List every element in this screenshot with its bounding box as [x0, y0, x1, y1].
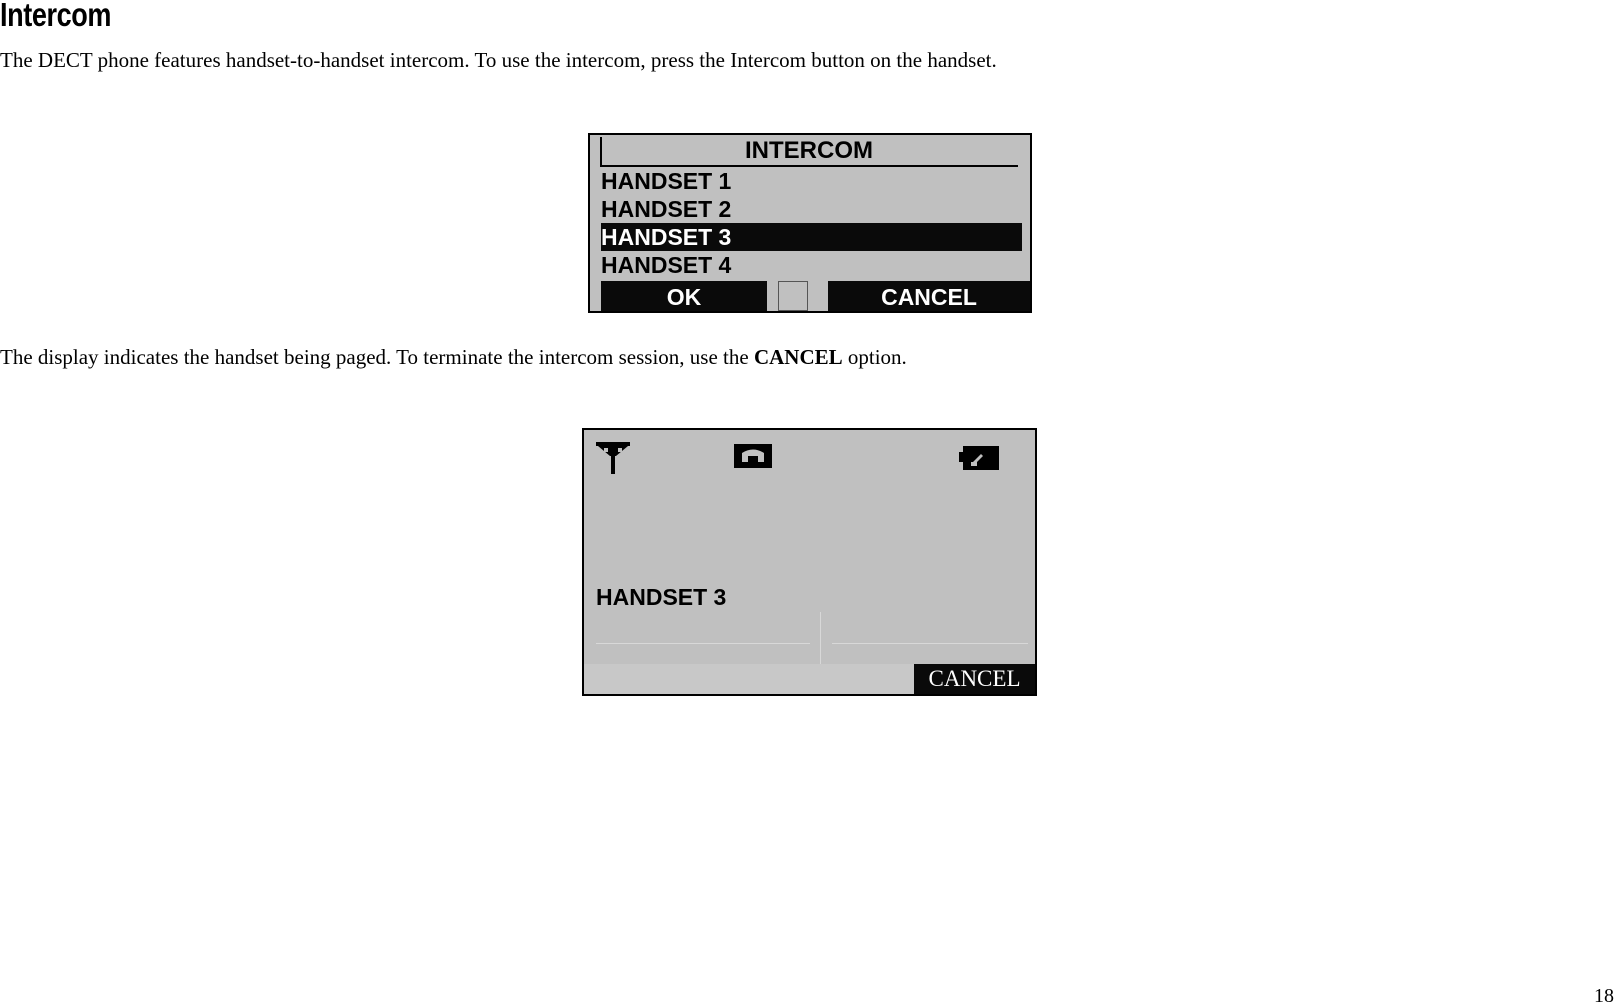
screen-title: INTERCOM — [600, 137, 1018, 167]
intercom-phone-icon — [734, 444, 772, 468]
faint-divider — [820, 612, 821, 664]
cancel-emphasis: CANCEL — [753, 345, 843, 369]
handset-list-item[interactable]: HANDSET 4 — [601, 252, 732, 278]
ok-softkey[interactable]: OK — [601, 281, 767, 311]
faint-line — [832, 643, 1028, 644]
antenna-signal-icon — [594, 440, 632, 474]
page-heading: Intercom — [0, 0, 112, 33]
paged-handset-label: HANDSET 3 — [596, 584, 727, 610]
faint-line — [596, 643, 774, 644]
battery-icon — [959, 446, 999, 470]
softkey-area — [584, 664, 914, 694]
faint-line — [774, 643, 810, 644]
handset-list-item[interactable]: HANDSET 2 — [601, 196, 732, 222]
paging-paragraph: The display indicates the handset being paged. To terminate the intercom session, use the CANCEL option. — [0, 345, 907, 369]
handset-list-item-selected[interactable]: HANDSET 3 — [601, 223, 1022, 251]
paging-screen — [582, 428, 1037, 696]
intro-paragraph: The DECT phone features handset-to-handset intercom. To use the intercom, press the Intercom button on the handset. — [0, 48, 997, 72]
softkey-gap — [778, 281, 808, 311]
page-number: 18 — [1594, 985, 1614, 1007]
handset-list-item[interactable]: HANDSET 1 — [601, 168, 732, 194]
cancel-softkey[interactable]: CANCEL — [828, 281, 1030, 311]
intercom-menu-screen — [588, 133, 1032, 313]
cancel-softkey[interactable]: CANCEL — [914, 664, 1035, 694]
